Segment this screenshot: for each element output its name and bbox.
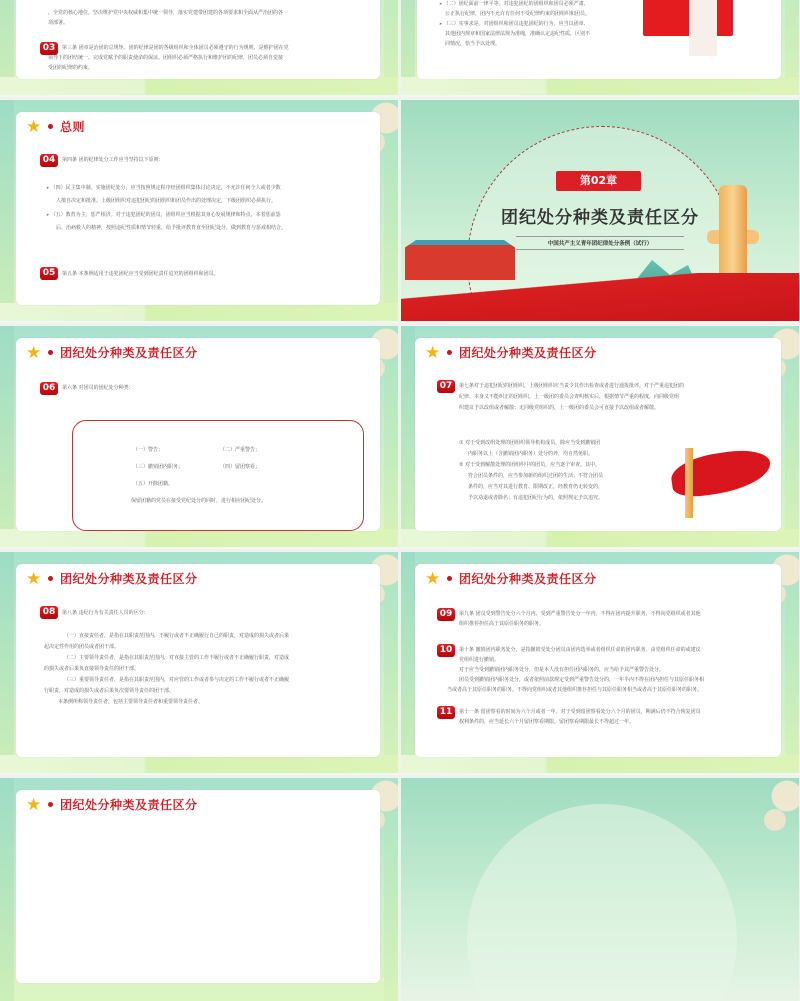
body-text: 的损失或者后果负直接领导责任的团干部。 [44, 666, 140, 672]
red-ribbon-wave [401, 273, 799, 323]
slide-thumbnail[interactable] [0, 100, 398, 323]
item-badge: 10 [437, 644, 455, 657]
body-text: （三）重要领导责任者，是指在其职责范围内，对应管的工作或者参与决定的工作不履行或者不正确履 [64, 677, 290, 683]
chapter-badge: 第02章 [556, 171, 641, 191]
slide-thumbnail[interactable] [0, 326, 398, 549]
body-text: 行职责，对造成的损失或者后果负次要领导责任的团干部。 [44, 688, 175, 694]
body-text: 受团的纪律的约束。 [48, 65, 94, 71]
slide-thumbnail[interactable] [401, 326, 799, 549]
slide-thumbnail[interactable] [0, 778, 398, 1001]
decor-border [0, 100, 14, 323]
item-badge: 11 [437, 706, 455, 719]
body-text: 对于应当受到撤销团内职务处分，但是本人没有担任团内职务的，应当给予其严重警告处分。 [459, 667, 665, 673]
body-text: 后、治病救人的精神，按照违纪性质和情节轻重，给予批评教育直至团纪处分，做到教育与惩戒相结合。 [56, 225, 287, 231]
kind-item: （三）撤销团内职务； [133, 464, 184, 470]
decor-border [401, 326, 415, 549]
item-badge: 06 [40, 382, 58, 395]
bullet-item: ➤ （五）教育为主，惩严相济。对于违犯团纪的团员，团组织应当根据其身心发展规律和特点，本着惩前毖 [46, 208, 376, 222]
decor-band [0, 529, 398, 547]
slide-title: 总则 [60, 120, 86, 134]
body-text: （二）主要领导责任者，是指在其职责范围内，对直接主管的工作不履行或者不正确履行职责，对造成 [64, 655, 290, 661]
bullet-item: ➤ （二）团纪面前一律平等。对违犯团纪的团组织和团员必须严肃、 [439, 0, 669, 9]
slide-header [26, 344, 198, 361]
item-badge: 05 [40, 267, 58, 280]
chapter-subtitle: 中国共产主义青年团纪律处分条例（试行） [516, 236, 684, 250]
item-badge: 04 [40, 154, 58, 167]
content-card [16, 0, 380, 79]
decor-band [401, 755, 799, 773]
kind-note: 保留团籍的党员在接受党纪处分的同时，进行相应团纪处分。 [131, 498, 267, 504]
slide-thumbnail-cover[interactable] [401, 778, 799, 1001]
decor-border [0, 552, 14, 775]
body-text: 当或者高于其原任职务的职务。不得向党组织或者其他组织推荐担任与其原任职务相当或者高于其原任职务的职务。 [447, 687, 703, 693]
body-text: 第九条 团员受到警告处分六个月内、受到严重警告处分一年内，不得在团内提升职务，不得向党组织或者其他 [459, 611, 701, 617]
star-icon: ★ [26, 116, 42, 137]
body-text: 第七条对于违犯团纪的团组织，上级团组织应当责令其作出检查或者进行通报批评。对于严重违犯团的 [459, 383, 685, 389]
content-card [16, 790, 380, 983]
bullet-dot-icon [447, 350, 452, 355]
body-text: 起决定性作用的团员或者团干部。 [44, 644, 120, 650]
kind-item: （二）严重警告； [220, 447, 261, 453]
bullet-dot-icon [48, 576, 53, 581]
slide-title: 团纪处分种类及责任区分 [459, 346, 597, 360]
decor-band [0, 303, 398, 321]
torch-ribbon-image [671, 448, 781, 518]
content-card [417, 0, 781, 79]
body-text: 第三条 团章是治团的总规矩。团的纪律是团的各级组织和全体团员必须遵守的行为规则，是维护团在党 [62, 45, 289, 51]
kind-item: （四）留团察看； [220, 464, 261, 470]
chapter-title: 团纪处分种类及责任区分 [501, 208, 699, 228]
decor-band [401, 529, 799, 547]
slide-header [425, 570, 597, 587]
body-text: 予以劝退或者除名；有违犯团纪行为的，依照规定予以追究。 [468, 495, 604, 501]
slide-header [26, 118, 85, 135]
slide-title: 团纪处分种类及责任区分 [60, 798, 198, 812]
decor-band [401, 77, 799, 95]
body-text: 组织推荐担任高于其原任职务的职务。 [459, 621, 545, 627]
body-text: 权利条件的，应当延长六个月留团察看期限。留团察看期限最长不得超过一年。 [459, 719, 635, 725]
decor-band [0, 77, 398, 95]
content-card [16, 338, 380, 531]
body-text: 领导下的团结统一、完成党赋予的职责使命的保证。团组织必须严格执行和维护团的纪律，团员必须自觉接 [48, 55, 284, 61]
star-icon: ★ [425, 342, 441, 363]
slide-header [425, 344, 597, 361]
bullet-item: ➤ （三）实事求是。对团组织和团员违犯团纪的行为，应当以团章、 [439, 19, 669, 29]
slide-thumbnail-cover[interactable] [401, 100, 799, 323]
body-text: 纪律、本身又不能纠正的团组织，上一级团的委员会查明核实后，根据情节严重的程度，向同级党组 [459, 394, 680, 400]
body-text: 条件的，应当对其进行教育、限期改正，经教育仍无转变的， [468, 484, 604, 490]
decor-border [0, 778, 14, 1001]
body-text: 公正执行纪律，团内不允许有任何不受纪律约束的团组织和团员。 [445, 11, 591, 17]
decor-border [401, 552, 415, 775]
body-text: 同情况，恰当予以处理。 [445, 41, 501, 47]
content-card [16, 564, 380, 757]
bullet-dot-icon [48, 802, 53, 807]
bullet-dot-icon [48, 350, 53, 355]
body-text: 第四条 团的纪律处分工作应当坚持以下原则： [62, 157, 164, 163]
decor-band [0, 755, 398, 773]
body-text: 人擅自决定和批准。上级团组织对违犯团纪的团组织和团员作出的处理决定，下级团组织必须执行。 [56, 198, 277, 204]
body-text: 第十一条 留团察看的时间为六个月或者一年。对于受到留团察看处分六个月的团员，期满后仍不符合恢复团员 [459, 709, 701, 715]
slide-title: 团纪处分种类及责任区分 [60, 346, 198, 360]
slide-thumbnail[interactable] [401, 0, 799, 97]
slide-header [26, 570, 198, 587]
item-badge: 03 [40, 42, 58, 55]
body-text: 本条例所称领导责任者，包括主要领导责任者和重要领导责任者。 [58, 699, 204, 705]
point-item: ① 对于受到改组处理的团组织领导机构成员，除应当受到撤销团 [459, 440, 601, 446]
body-text: 团员受到撤销团内职务处分，或者依照前款规定受到严重警告处分的，一年半内不得在团内担任与其原任职务相 [459, 677, 705, 683]
kind-item: （五）开除团籍。 [133, 481, 174, 487]
body-text: 第十条 撤销团内职务处分，是指撤销受处分团员由团内选举或者组织任命的团内职务。由党组织任命的或建议 [459, 647, 701, 653]
star-icon: ★ [425, 568, 441, 589]
discipline-kinds-box [72, 420, 364, 531]
dashed-circle-decor [467, 804, 737, 1001]
body-text: （一）直接责任者，是指在其职责范围内，不履行或者不正确履行自己的职责，对造成的损失或者后果 [64, 633, 290, 639]
item-badge: 09 [437, 608, 455, 621]
star-icon: ★ [26, 568, 42, 589]
body-text: 符合团员条件的，应当参加新的组织过团的生活；不符合团员 [468, 473, 604, 479]
star-icon: ★ [26, 342, 42, 363]
body-text: 织建议予以改组或者解散；无同级党组织的，上一级团的委员会可直接予以改组或者解散。 [459, 405, 660, 411]
bullet-dot-icon [48, 124, 53, 129]
bullet-dot-icon [447, 576, 452, 581]
body-text: 项部署。 [48, 20, 69, 26]
star-icon: ★ [26, 794, 42, 815]
body-text: 党组织进行撤销。 [459, 657, 500, 663]
body-text: 第六条 对团员的团纪处分种类： [62, 385, 134, 391]
item-badge: 07 [437, 380, 455, 393]
slide-title: 团纪处分种类及责任区分 [60, 572, 198, 586]
saluting-youth-flag-image [643, 0, 743, 66]
body-text: 第八条 违纪行为有关责任人员的区分： [62, 610, 149, 616]
slide-title: 团纪处分种类及责任区分 [459, 572, 597, 586]
body-text: ，全党的核心地位，坚决维护党中央权威和集中统一领导，落实党建带团建的各项要求和全面从严治团的各 [48, 10, 284, 16]
slide-header [26, 796, 198, 813]
kind-item: （一）警告； [133, 447, 164, 453]
content-card [415, 338, 781, 531]
slide-thumbnail[interactable] [0, 552, 398, 775]
content-card [415, 564, 781, 757]
content-card [16, 112, 380, 305]
bullet-item: ➤ （四）民主集中制。实施团纪处分，应当按照规定程序经团组织集体讨论决定，不允许任何个人或者少数 [46, 181, 376, 195]
item-badge: 08 [40, 606, 58, 619]
decor-border [0, 326, 14, 549]
slide-thumbnail[interactable] [401, 552, 799, 775]
body-text: 其他团内规章和国家法律法规为准绳，准确认定违纪性质，区别不 [445, 31, 591, 37]
slide-thumbnail[interactable] [0, 0, 398, 97]
body-text: 内职务以上（含撤销团内职务）处分的外，均自然免职。 [468, 451, 594, 457]
point-item: ② 对于受到解散处理的团组织中的团员，应当逐个审查。其中， [459, 462, 601, 468]
cloud-decor [759, 778, 799, 838]
body-text: 第五条 本条例适用于违犯团纪应当受到团纪责任追究的团组织和团员。 [62, 271, 219, 277]
